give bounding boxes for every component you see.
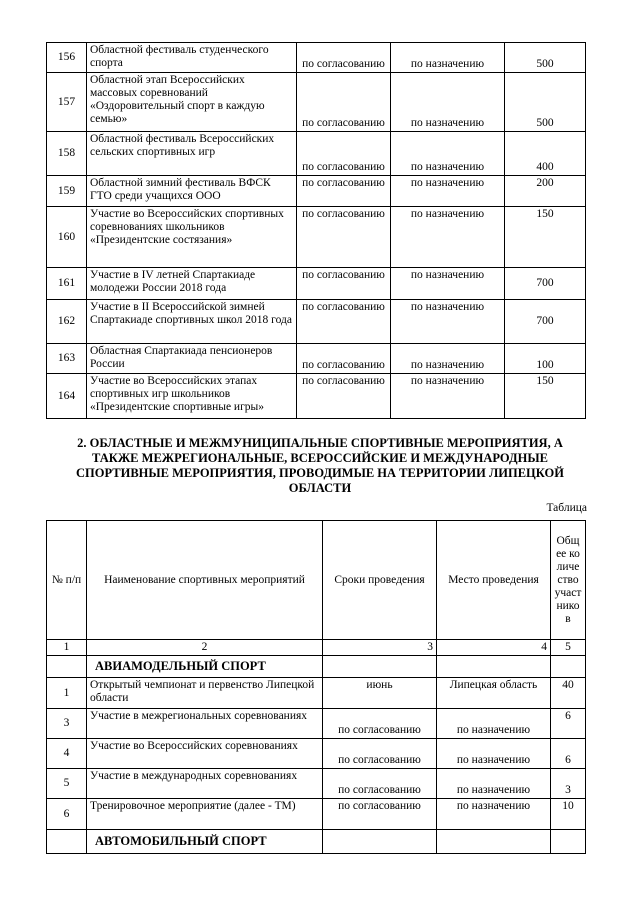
event-place: по назначению bbox=[391, 300, 505, 344]
event-place: по назначению bbox=[437, 739, 551, 769]
row-number: 5 bbox=[47, 769, 87, 799]
event-dates: по согласованию bbox=[323, 799, 437, 830]
table-row bbox=[47, 43, 586, 73]
table-row bbox=[47, 678, 586, 709]
row-number: 159 bbox=[47, 176, 87, 207]
header-place: Место проведения bbox=[437, 521, 551, 640]
event-place: по назначению bbox=[391, 43, 505, 73]
row-number: 3 bbox=[47, 709, 87, 739]
event-name: Областная Спартакиада пенсионеров России bbox=[87, 344, 297, 374]
event-dates: по согласованию bbox=[297, 374, 391, 419]
participant-count: 700 bbox=[505, 268, 586, 300]
table-row bbox=[47, 799, 586, 830]
section-heading: 2. ОБЛАСТНЫЕ И МЕЖМУНИЦИПАЛЬНЫЕ СПОРТИВНЫЕ МЕРОПРИЯТИЯ, А ТАКЖЕ МЕЖРЕГИОНАЛЬНЫЕ, ВСЕРОССИЙСКИЕ И МЕЖДУНАРОДНЫЕ СПОРТИВНЫЕ МЕРОПРИЯТИЯ, ПРОВОДИМЫЕ НА ТЕРРИТОРИИ ЛИПЕЦКОЙ ОБЛАСТИ bbox=[76, 436, 564, 495]
event-place: по назначению bbox=[391, 73, 505, 132]
event-dates: по согласованию bbox=[323, 739, 437, 769]
participant-count: 150 bbox=[505, 207, 586, 268]
participant-count: 400 bbox=[505, 132, 586, 176]
event-place: по назначению bbox=[391, 176, 505, 207]
row-number: 164 bbox=[47, 374, 87, 419]
event-place: по назначению bbox=[391, 207, 505, 268]
row-number: 157 bbox=[47, 73, 87, 132]
event-name: Участие во Всероссийских соревнованиях bbox=[87, 739, 323, 769]
participant-count: 500 bbox=[505, 43, 586, 73]
event-dates: по согласованию bbox=[297, 73, 391, 132]
event-dates: по согласованию bbox=[297, 268, 391, 300]
row-number: 162 bbox=[47, 300, 87, 344]
event-name: Участие во Всероссийских спортивных соревнованиях школьников «Президентские состязания» bbox=[87, 207, 297, 268]
header-dates: Сроки проведения bbox=[323, 521, 437, 640]
row-number: 160 bbox=[47, 207, 87, 268]
table-row bbox=[47, 374, 586, 419]
row-number: 163 bbox=[47, 344, 87, 374]
event-name: Областной фестиваль студенческого спорта bbox=[87, 43, 297, 73]
sport-section-row bbox=[47, 830, 586, 854]
table-row bbox=[47, 268, 586, 300]
event-dates: по согласованию bbox=[297, 43, 391, 73]
event-name: Открытый чемпионат и первенство Липецкой области bbox=[87, 678, 323, 709]
participant-count: 40 bbox=[551, 678, 586, 709]
table-row bbox=[47, 739, 586, 769]
header-name: Наименование спортивных мероприятий bbox=[87, 521, 323, 640]
row-number: 1 bbox=[47, 678, 87, 709]
event-name: Участие в IV летней Спартакиаде молодежи России 2018 года bbox=[87, 268, 297, 300]
event-dates: по согласованию bbox=[323, 709, 437, 739]
event-name: Областной фестиваль Всероссийских сельских спортивных игр bbox=[87, 132, 297, 176]
row-number: 6 bbox=[47, 799, 87, 830]
participant-count: 150 bbox=[505, 374, 586, 419]
col-number: 4 bbox=[437, 640, 551, 656]
header-count: Общее количество участников bbox=[551, 521, 586, 640]
event-dates: по согласованию bbox=[297, 300, 391, 344]
participant-count: 6 bbox=[551, 739, 586, 769]
event-dates: по согласованию bbox=[297, 207, 391, 268]
event-place: Липецкая область bbox=[437, 678, 551, 709]
event-name: Областной зимний фестиваль ВФСК ГТО среди учащихся ООО bbox=[87, 176, 297, 207]
participant-count: 700 bbox=[505, 300, 586, 344]
participant-count: 500 bbox=[505, 73, 586, 132]
header-row bbox=[47, 521, 586, 640]
header-number: № п/п bbox=[47, 521, 87, 640]
event-place: по назначению bbox=[437, 799, 551, 830]
table-row bbox=[47, 132, 586, 176]
participant-count: 6 bbox=[551, 709, 586, 739]
row-number: 156 bbox=[47, 43, 87, 73]
event-dates: по согласованию bbox=[297, 344, 391, 374]
row-number: 4 bbox=[47, 739, 87, 769]
participant-count: 200 bbox=[505, 176, 586, 207]
column-number-row bbox=[47, 640, 586, 656]
sport-section-row bbox=[47, 656, 586, 678]
event-dates: по согласованию bbox=[297, 176, 391, 207]
participant-count: 100 bbox=[505, 344, 586, 374]
event-dates: июнь bbox=[323, 678, 437, 709]
event-name: Областной этап Всероссийских массовых соревнований «Оздоровительный спорт в каждую семью» bbox=[87, 73, 297, 132]
col-number: 3 bbox=[323, 640, 437, 656]
table-row bbox=[47, 176, 586, 207]
table-label: Таблица bbox=[546, 502, 587, 514]
event-name: Участие во Всероссийских этапах спортивных игр школьников «Президентские спортивные игры» bbox=[87, 374, 297, 419]
event-name: Участие в II Всероссийской зимней Спартакиаде спортивных школ 2018 года bbox=[87, 300, 297, 344]
events-table-continued bbox=[46, 42, 586, 419]
col-number: 2 bbox=[87, 640, 323, 656]
sport-title: АВТОМОБИЛЬНЫЙ СПОРТ bbox=[87, 830, 323, 854]
event-place: по назначению bbox=[437, 769, 551, 799]
participant-count: 3 bbox=[551, 769, 586, 799]
event-place: по назначению bbox=[391, 132, 505, 176]
event-dates: по согласованию bbox=[323, 769, 437, 799]
event-place: по назначению bbox=[391, 268, 505, 300]
sport-title: АВИАМОДЕЛЬНЫЙ СПОРТ bbox=[87, 656, 323, 678]
event-name: Участие в международных соревнованиях bbox=[87, 769, 323, 799]
event-place: по назначению bbox=[437, 709, 551, 739]
table-row bbox=[47, 300, 586, 344]
table-row bbox=[47, 709, 586, 739]
table-row bbox=[47, 73, 586, 132]
row-number: 158 bbox=[47, 132, 87, 176]
event-name: Тренировочное мероприятие (далее - ТМ) bbox=[87, 799, 323, 830]
event-name: Участие в межрегиональных соревнованиях bbox=[87, 709, 323, 739]
event-dates: по согласованию bbox=[297, 132, 391, 176]
event-place: по назначению bbox=[391, 374, 505, 419]
col-number: 1 bbox=[47, 640, 87, 656]
row-number: 161 bbox=[47, 268, 87, 300]
participant-count: 10 bbox=[551, 799, 586, 830]
col-number: 5 bbox=[551, 640, 586, 656]
table-row bbox=[47, 769, 586, 799]
events-table bbox=[46, 520, 586, 854]
table-row bbox=[47, 344, 586, 374]
event-place: по назначению bbox=[391, 344, 505, 374]
table-row bbox=[47, 207, 586, 268]
